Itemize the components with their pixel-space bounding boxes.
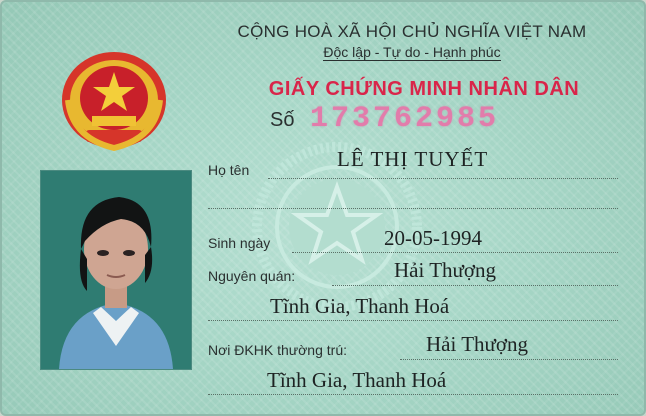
name-line [268, 178, 618, 179]
country-name: CỘNG HOÀ XÃ HỘI CHỦ NGHĨA VIỆT NAM [237, 22, 587, 41]
national-emblem-icon [58, 50, 170, 154]
date-of-birth: 20-05-1994 [384, 226, 482, 250]
blank-line [208, 208, 618, 209]
origin-label: Nguyên quán: [208, 268, 296, 284]
full-name: LÊ THỊ TUYẾT [337, 147, 489, 171]
number-label: Số [270, 109, 295, 131]
document-title: GIẤY CHỨNG MINH NHÂN DÂN [268, 78, 580, 100]
origin-line-2-rule [208, 320, 618, 321]
dob-line [292, 252, 618, 253]
portrait-photo [40, 170, 192, 370]
residence-line-2: Tĩnh Gia, Thanh Hoá [267, 368, 447, 392]
residence-line-1: Hải Thượng [426, 332, 529, 356]
origin-line-1: Hải Thượng [394, 258, 497, 282]
residence-label: Nơi ĐKHK thường trú: [208, 342, 347, 358]
id-number: 173762985 [310, 102, 500, 136]
national-motto: Độc lập - Tự do - Hạnh phúc [323, 44, 501, 60]
dob-label: Sinh ngày [208, 235, 271, 251]
origin-line [332, 285, 618, 286]
residence-line [400, 359, 618, 360]
residence-line-2-rule [208, 394, 618, 395]
name-label: Họ tên [208, 162, 250, 178]
origin-line-2: Tĩnh Gia, Thanh Hoá [270, 294, 450, 318]
